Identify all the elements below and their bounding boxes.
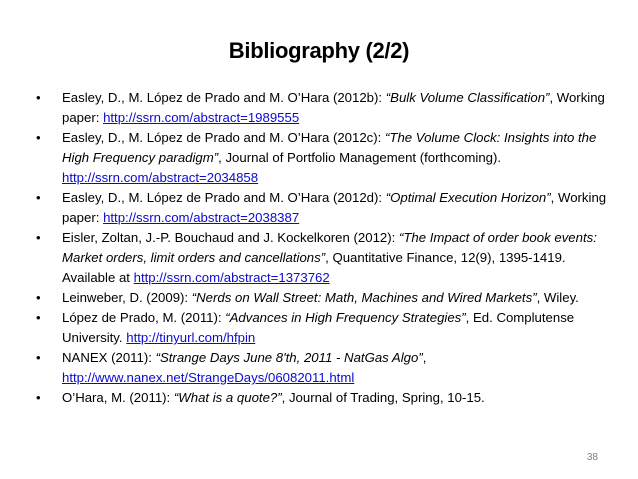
bullet-icon: • (36, 390, 41, 405)
bullet-icon: • (36, 350, 41, 365)
entry-authors: NANEX (2011): (62, 350, 156, 365)
entry-details: , Journal of Portfolio Management (forthcoming). (218, 150, 502, 165)
bibliography-entry (36, 228, 616, 288)
entry-details: , Working paper: (62, 90, 605, 125)
entry-details: , Wiley. (536, 290, 579, 305)
entry-details: , Working paper: (62, 190, 607, 225)
bullet-icon: • (36, 90, 41, 105)
bibliography-list (36, 88, 616, 408)
bibliography-entry (36, 288, 616, 308)
entry-details: , (422, 350, 427, 365)
entry-title: “The Volume Clock: Insights into the High Frequency paradigm” (62, 130, 597, 165)
bibliography-entry (36, 188, 616, 228)
bibliography-entry (36, 308, 616, 348)
entry-title: “What is a quote?” (173, 390, 282, 405)
entry-title: “Nerds on Wall Street: Math, Machines and Wired Markets” (191, 290, 537, 305)
bullet-icon: • (36, 290, 41, 305)
bullet-icon: • (36, 190, 41, 205)
entry-link[interactable]: http://ssrn.com/abstract=2038387 (103, 210, 300, 225)
bullet-icon: • (36, 310, 41, 325)
entry-title: “Bulk Volume Classification” (385, 90, 550, 105)
entry-authors: López de Prado, M. (2011): (62, 310, 226, 325)
entry-authors: Easley, D., M. López de Prado and M. O’Hara (2012c): (62, 130, 385, 145)
entry-authors: Easley, D., M. López de Prado and M. O’Hara (2012b): (62, 90, 386, 105)
entry-link[interactable]: http://www.nanex.net/StrangeDays/06082011.html (62, 370, 355, 385)
entry-details: , Quantitative Finance, 12(9), 1395-1419. Available at (62, 250, 566, 285)
bibliography-entry (36, 128, 616, 188)
entry-details: , Journal of Trading, Spring, 10-15. (281, 390, 485, 405)
slide-title: Bibliography (2/2) (228, 38, 410, 63)
entry-authors: Eisler, Zoltan, J.-P. Bouchaud and J. Kockelkoren (2012): (62, 230, 399, 245)
bibliography-entry (36, 88, 616, 128)
entry-authors: Easley, D., M. López de Prado and M. O’Hara (2012d): (62, 190, 386, 205)
entry-link[interactable]: http://ssrn.com/abstract=2034858 (62, 170, 259, 185)
bibliography-entry (36, 348, 616, 388)
page-number: 38 (586, 452, 598, 463)
bibliography-entry (36, 388, 616, 408)
entry-link[interactable]: http://ssrn.com/abstract=1373762 (133, 270, 330, 285)
entry-details: , Ed. Complutense University. (62, 310, 575, 345)
entry-link[interactable]: http://ssrn.com/abstract=1989555 (103, 110, 300, 125)
entry-title: “The Impact of order book events: Market orders, limit orders and cancellations” (62, 230, 597, 265)
entry-authors: O’Hara, M. (2011): (62, 390, 174, 405)
entry-title: “Optimal Execution Horizon” (385, 190, 551, 205)
entry-title: “Advances in High Frequency Strategies” (225, 310, 466, 325)
bullet-icon: • (36, 130, 41, 145)
entry-link[interactable]: http://tinyurl.com/hfpin (126, 330, 256, 345)
entry-title: “Strange Days June 8'th, 2011 - NatGas Algo” (155, 350, 423, 365)
bullet-icon: • (36, 230, 41, 245)
entry-authors: Leinweber, D. (2009): (62, 290, 192, 305)
